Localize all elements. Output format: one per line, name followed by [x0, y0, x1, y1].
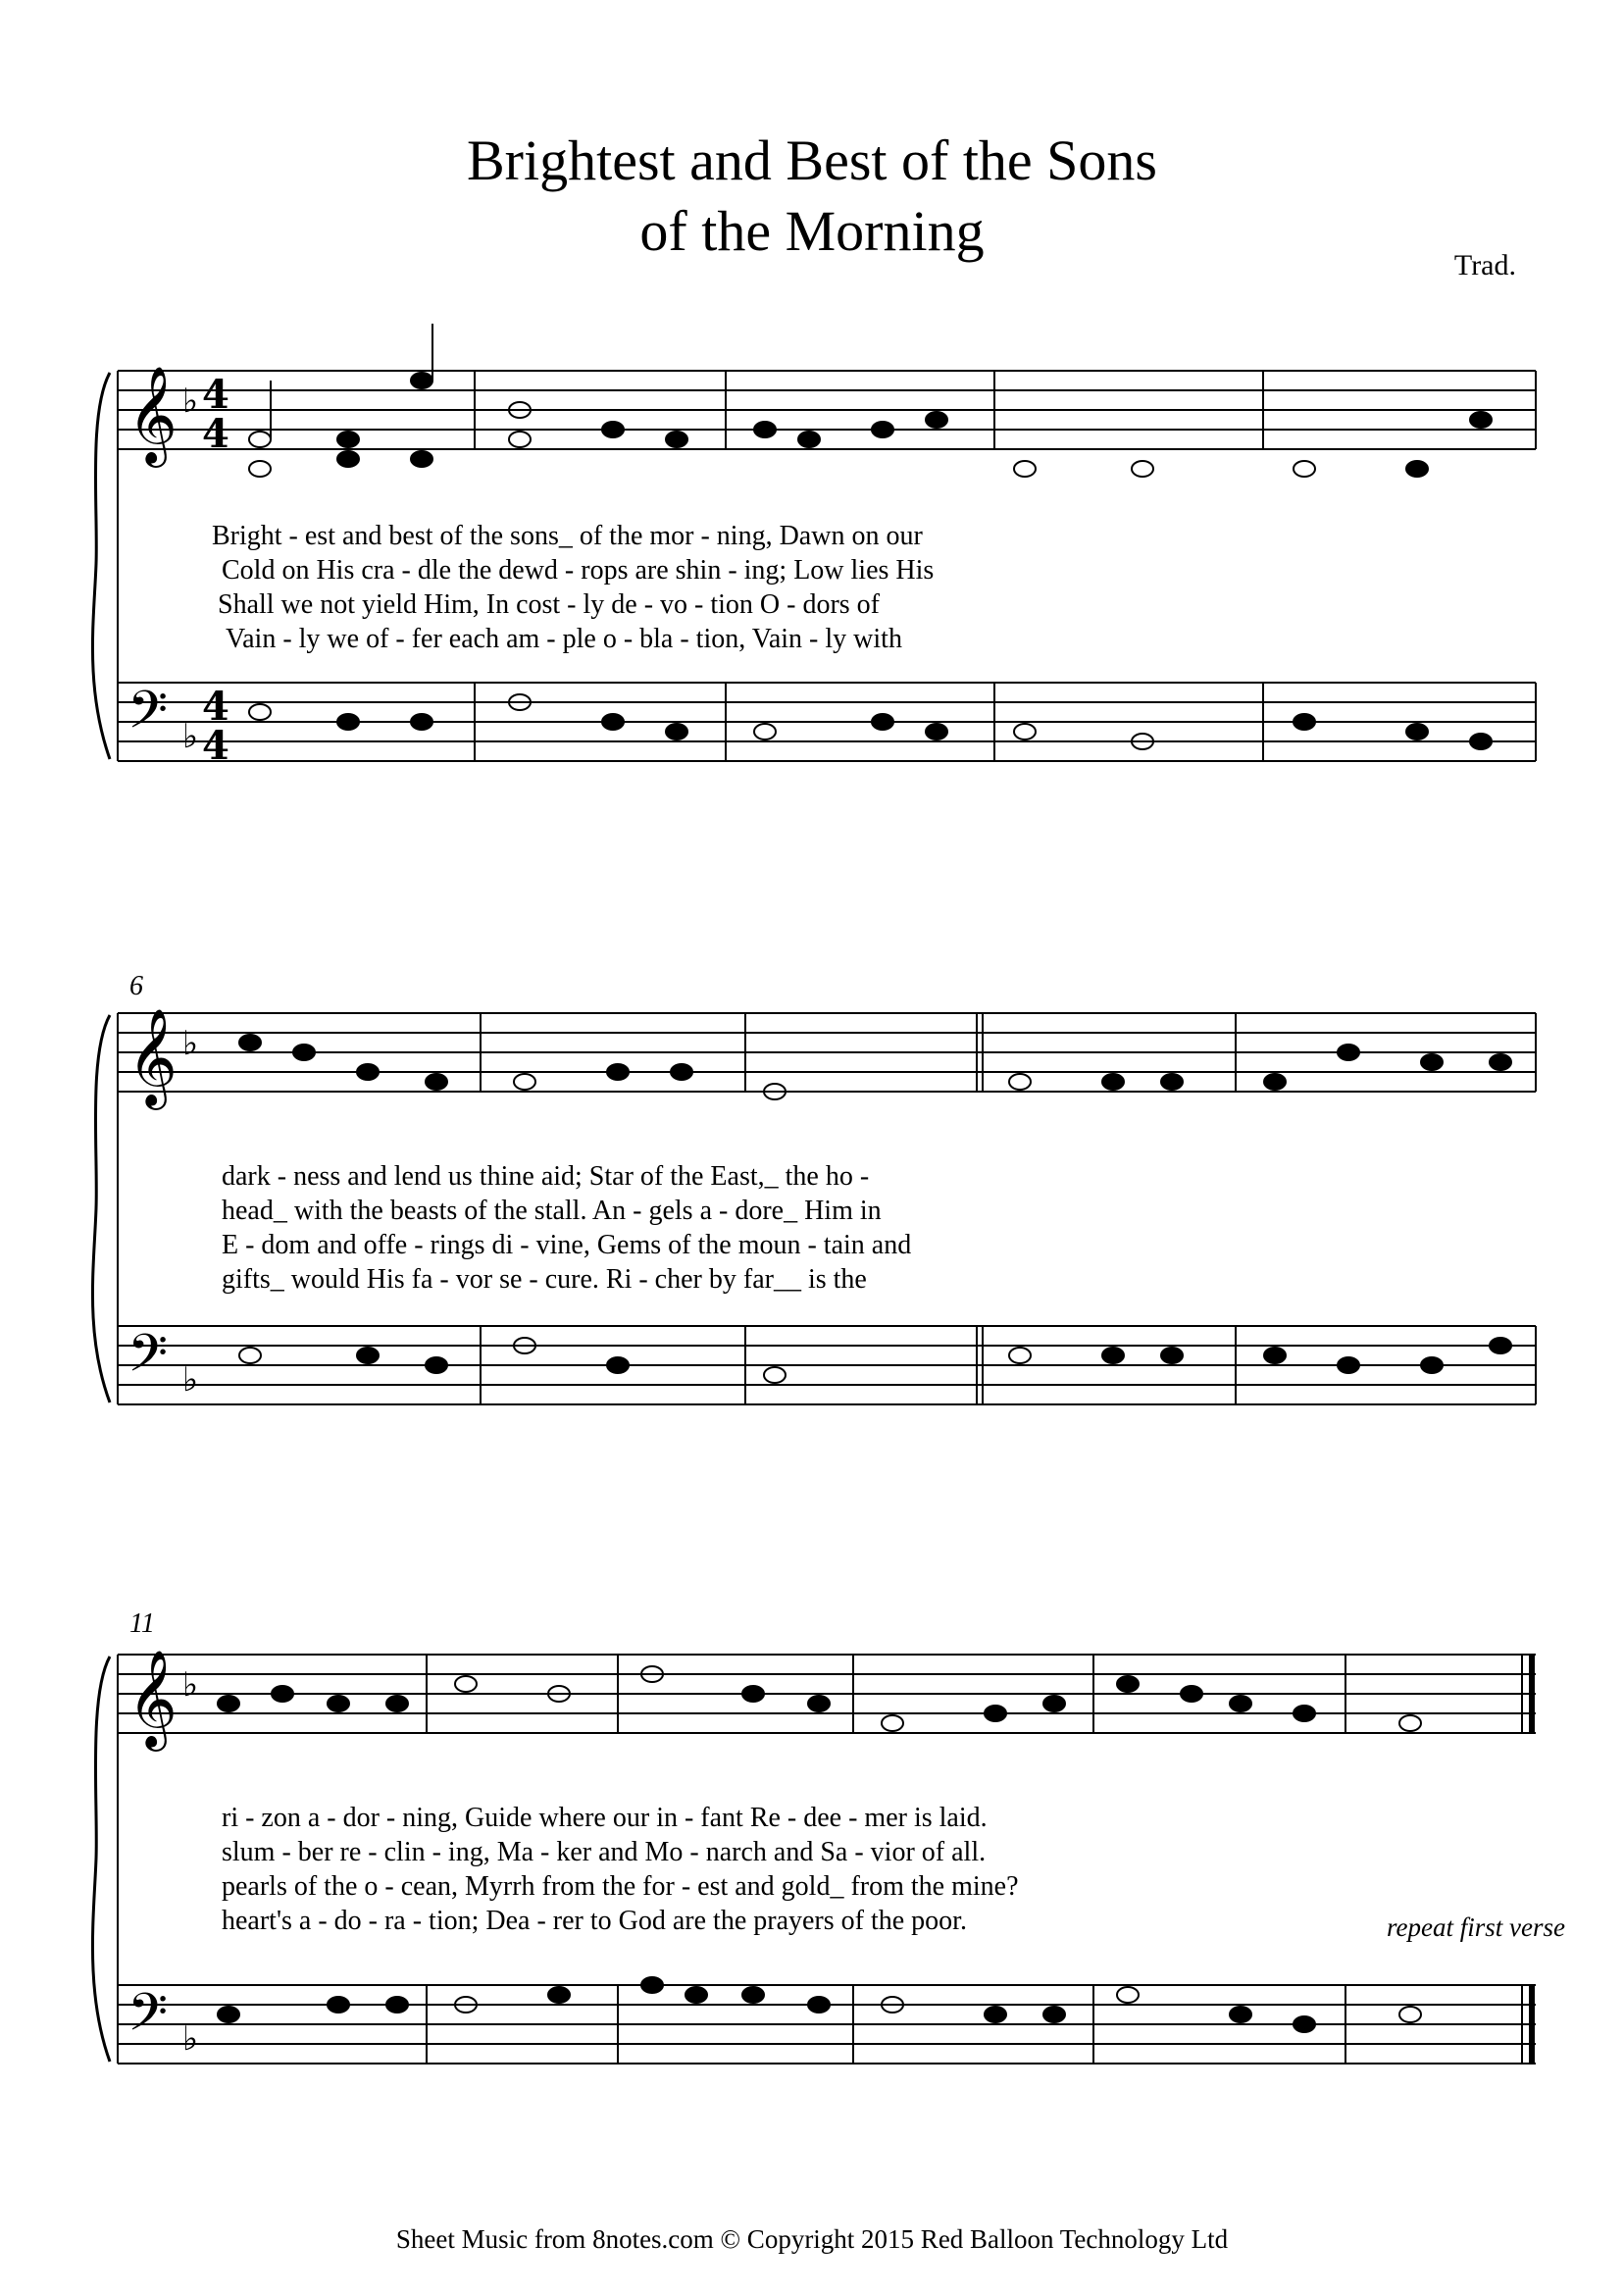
- measure-number-11: 11: [129, 1608, 155, 1639]
- lyric-s2-v4: gifts_ would His fa - vor se - cure. Ri - cher by far__ is the: [222, 1264, 867, 1295]
- lyric-s3-v3: pearls of the o - cean, Myrrh from the for - est and gold_ from the mine?: [222, 1871, 1019, 1902]
- lyric-s2-v1: dark - ness and lend us thine aid; Star of the East,_ the ho -: [222, 1161, 870, 1192]
- time-sig-bottom-bass: 4: [202, 723, 229, 769]
- song-title-line-2: of the Morning: [639, 199, 985, 263]
- measure-number-6: 6: [129, 971, 143, 1001]
- svg-text:♭: ♭: [182, 719, 199, 755]
- time-sig-top-bass: 4: [202, 684, 229, 730]
- svg-text:𝄢: 𝄢: [127, 1324, 169, 1397]
- copyright-footer: Sheet Music from 8notes.com © Copyright 2015 Red Balloon Technology Ltd: [395, 2224, 1229, 2254]
- lyric-s1-v3: Shall we not yield Him, In cost - ly de - vo - tion O - dors of: [218, 589, 881, 620]
- svg-text:𝄢: 𝄢: [127, 681, 169, 753]
- time-sig-bottom-treble: 4: [202, 411, 229, 457]
- svg-text:♭: ♭: [182, 1362, 199, 1399]
- svg-text:𝄞: 𝄞: [127, 1008, 178, 1106]
- svg-text:♭: ♭: [182, 383, 199, 420]
- svg-text:♭: ♭: [182, 2021, 199, 2058]
- time-sig-top-treble: 4: [202, 372, 229, 418]
- lyric-s2-v2: head_ with the beasts of the stall. An - gels a - dore_ Him in: [222, 1196, 882, 1226]
- svg-text:♭: ♭: [182, 1026, 199, 1062]
- lyric-s3-v4: heart's a - do - ra - tion; Dea - rer to God are the prayers of the poor.: [222, 1906, 967, 1936]
- svg-text:𝄞: 𝄞: [127, 1650, 178, 1748]
- lyric-s3-v1: ri - zon a - dor - ning, Guide where our in - fant Re - dee - mer is laid.: [222, 1803, 988, 1833]
- svg-text:♭: ♭: [182, 1667, 199, 1704]
- lyric-s2-v3: E - dom and offe - rings di - vine, Gems of the moun - tain and: [222, 1230, 912, 1260]
- repeat-instruction: repeat first verse: [1387, 1912, 1565, 1942]
- lyric-s3-v2: slum - ber re - clin - ing, Ma - ker and Mo - narch and Sa - vior of all.: [222, 1837, 987, 1867]
- lyric-s1-v4: Vain - ly we of - fer each am - ple o - bla - tion, Vain - ly with: [226, 624, 902, 654]
- svg-text:𝄢: 𝄢: [127, 1983, 169, 2056]
- lyric-s1-v2: Cold on His cra - dle the dewd - rops are shin - ing; Low lies His: [222, 555, 935, 586]
- svg-text:𝄞: 𝄞: [127, 366, 178, 464]
- lyric-s1-v1: Bright - est and best of the sons_ of the mor - ning, Dawn on our: [212, 521, 923, 551]
- song-title-line-1: Brightest and Best of the Sons: [466, 128, 1157, 192]
- composer: Trad.: [1453, 249, 1516, 281]
